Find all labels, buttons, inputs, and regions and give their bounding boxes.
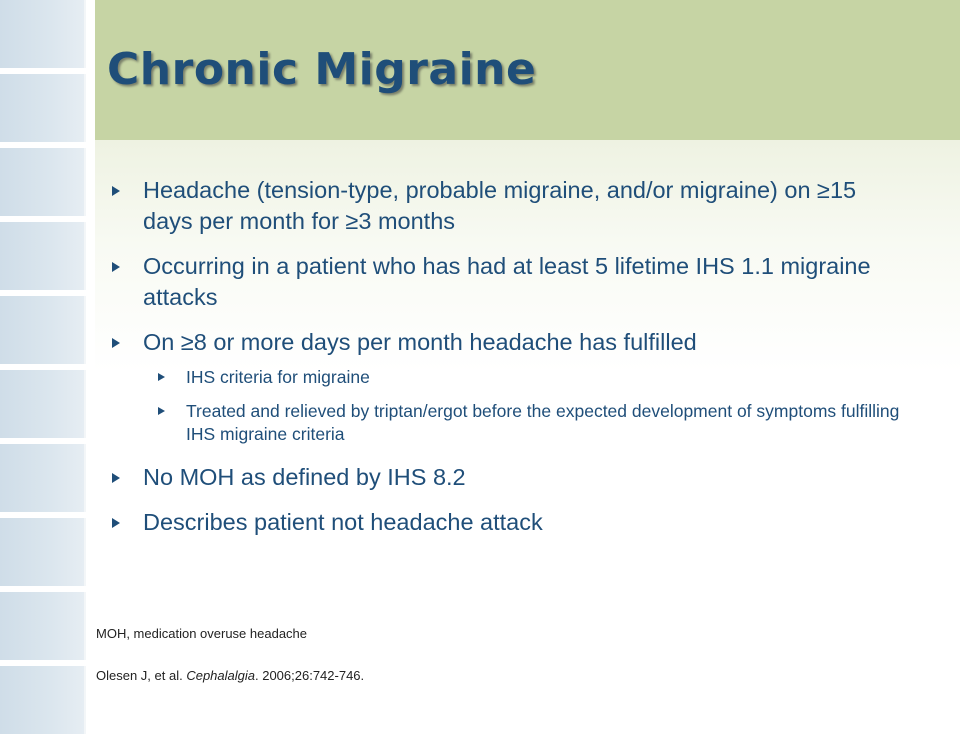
bullet-arrow-icon <box>158 407 165 415</box>
decorative-tile <box>0 222 86 290</box>
bullet-item <box>112 175 912 237</box>
bullet-arrow-icon <box>112 518 120 528</box>
bullet-item <box>112 462 912 493</box>
citation <box>96 668 364 683</box>
decorative-tile <box>0 74 86 142</box>
bullet-arrow-icon <box>112 262 120 272</box>
slide-title: Chronic Migraine <box>107 44 537 95</box>
bullet-text: Headache (tension-type, probable migraine, and/or migraine) on ≥15 days per month for ≥3 months <box>143 177 857 234</box>
decorative-tile <box>0 592 86 660</box>
decorative-tile <box>0 296 86 364</box>
bullet-text: On ≥8 or more days per month headache has fulfilled <box>143 329 697 355</box>
bullet-item <box>112 327 912 358</box>
sub-bullet-item <box>158 400 912 446</box>
decorative-tile <box>0 0 86 68</box>
decorative-tile <box>0 148 86 216</box>
bullet-list <box>112 175 912 552</box>
decorative-tile <box>0 518 86 586</box>
decorative-tile <box>0 370 86 438</box>
citation-details: . 2006;26:742-746. <box>255 668 365 683</box>
sub-bullet-text: IHS criteria for migraine <box>186 367 370 387</box>
decorative-tile <box>0 444 86 512</box>
bullet-arrow-icon <box>158 373 165 381</box>
sub-bullet-item <box>158 366 912 389</box>
bullet-text: No MOH as defined by IHS 8.2 <box>143 464 466 490</box>
footnote: MOH, medication overuse headache <box>96 626 308 641</box>
bullet-arrow-icon <box>112 186 120 196</box>
bullet-text: Occurring in a patient who has had at least 5 lifetime IHS 1.1 migraine attacks <box>143 253 871 310</box>
bullet-item <box>112 251 912 313</box>
citation-authors: Olesen J, et al. <box>96 668 187 683</box>
sub-bullet-text: Treated and relieved by triptan/ergot before the expected development of symptoms fulfilling IHS migraine criteria <box>186 401 900 444</box>
citation-journal: Cephalalgia <box>186 668 255 683</box>
bullet-arrow-icon <box>112 338 120 348</box>
bullet-text: Describes patient not headache attack <box>143 509 543 535</box>
bullet-item <box>112 507 912 538</box>
decorative-tile <box>0 666 86 734</box>
left-decorative-tiles <box>0 0 95 720</box>
bullet-arrow-icon <box>112 473 120 483</box>
